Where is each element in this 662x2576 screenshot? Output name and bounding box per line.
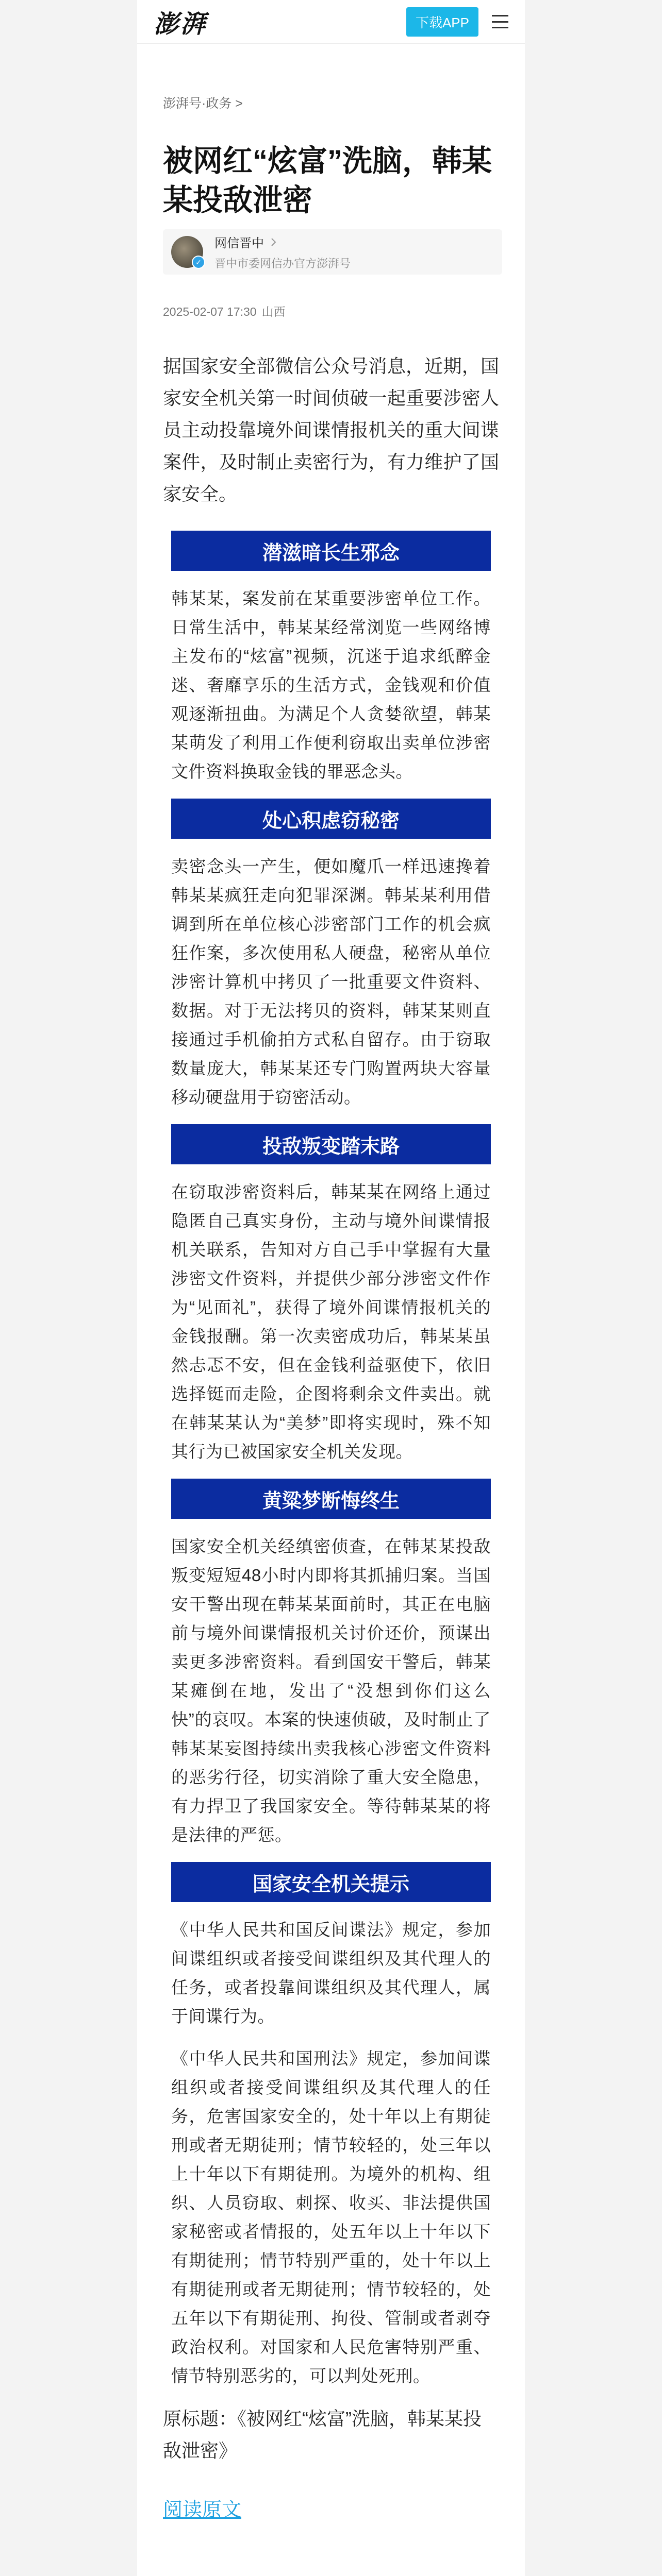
- logo[interactable]: 澎湃: [154, 9, 208, 39]
- lead-paragraph: 据国家安全部微信公众号消息，近期，国家安全机关第一时间侦破一起重要涉密人员主动投靠境外间谍情报机关的重大间谍案件，及时制止卖密行为，有力维护了国家安全。: [163, 355, 499, 504]
- author-description: 晋中市委网信办官方澎湃号: [214, 257, 351, 270]
- page: [137, 0, 525, 2576]
- section-paragraph: 卖密念头一产生，便如魔爪一样迅速搀着韩某某疯狂走向犯罪深渊。韩某某利用借调到所在单位核心涉密部门工作的机会疯狂作案，多次使用私人硬盘，秘密从单位涉密计算机中拷贝了一批重要文件资料、数据。对于无法拷贝的资料，韩某某则直接通过手机偷拍方式私自留存。由于窃取数量庞大，韩某某还专门购置两块大容量移动硬盘用于窃密活动。: [171, 857, 491, 1107]
- article-body: [163, 531, 499, 2391]
- breadcrumb[interactable]: [163, 93, 499, 112]
- verified-badge-icon: ✓: [192, 256, 205, 269]
- section-paragraph: 《中华人民共和国反间谍法》规定，参加间谍组织或者接受间谍组织及其代理人的任务，或者投靠间谍组织及其代理人，属于间谍行为。: [171, 1920, 491, 2026]
- breadcrumb-label[interactable]: 澎湃号·政务 >: [163, 96, 243, 111]
- article-container: [137, 93, 525, 2576]
- section-paragraph: 《中华人民共和国刑法》规定，参加间谍组织或者接受间谍组织及其代理人的任务，危害国家安全的，处十年以上有期徒刑或者无期徒刑；情节较轻的，处三年以上十年以下有期徒刑。为境外的机构、组织、人员窃取、刺探、收买、非法提供国家秘密或者情报的，处五年以上十年以下有期徒刑；情节特别严重的，处十年以上有期徒刑或者无期徒刑；情节较轻的，处五年以下有期徒刑、拘役、管制或者剥夺政治权利。对国家和人民危害特别严重、情节特别恶劣的，可以判处死刑。: [171, 2049, 491, 2385]
- original-title: 原标题：《被网红“炫富”洗脑，韩某某投敌泄密》: [163, 2408, 482, 2461]
- author-name[interactable]: 网信晋中: [214, 236, 264, 250]
- author-name-row[interactable]: [214, 233, 351, 251]
- top-right: [406, 7, 508, 37]
- section-heading: 处心积虑窃秘密: [171, 799, 491, 839]
- section-paragraph: 国家安全机关经缜密侦查，在韩某某投敌叛变短短48小时内即将其抓捕归案。当国安干警出现在韩某某面前时，其正在电脑前与境外间谍情报机关讨价还价，预谋出卖更多涉密资料。看到国安干警后，韩某某瘫倒在地，发出了“没想到你们这么快”的哀叹。本案的快速侦破，及时制止了韩某某妄图持续出卖我核心涉密文件资料的恶劣行径，切实消除了重大安全隐患，有力捍卫了我国家安全。等待韩某某的将是法律的严惩。: [171, 1537, 491, 1844]
- read-original-link[interactable]: 阅读原文: [163, 2499, 242, 2521]
- article-meta: [163, 302, 499, 319]
- publish-date: 2025-02-07 17:30: [163, 305, 257, 318]
- section-heading: 投敌叛变踏末路: [171, 1124, 491, 1164]
- chevron-right-icon: [270, 237, 277, 247]
- download-app-button[interactable]: 下载APP: [406, 7, 478, 37]
- section-heading: 国家安全机关提示: [171, 1862, 491, 1902]
- top-bar: [137, 0, 525, 44]
- publish-location: 山西: [261, 305, 286, 318]
- menu-icon[interactable]: [492, 15, 508, 28]
- section-paragraph: 韩某某，案发前在某重要涉密单位工作。日常生活中，韩某某经常浏览一些网络博主发布的“炫富”视频，沉迷于追求纸醉金迷、奢靡享乐的生活方式，金钱观和价值观逐渐扭曲。为满足个人贪婪欲望，韩某某萌发了利用工作便利窃取出卖单位涉密文件资料换取金钱的罪恶念头。: [171, 589, 491, 781]
- section-heading: 黄粱梦断悔终生: [171, 1479, 491, 1519]
- author-info: [214, 233, 351, 271]
- article-title: 被网红“炫富”洗脑，韩某某投敌泄密: [163, 144, 492, 217]
- section-heading: 潜滋暗长生邪念: [171, 531, 491, 571]
- section-paragraph: 在窃取涉密资料后，韩某某在网络上通过隐匿自己真实身份，主动与境外间谍情报机关联系，告知对方自己手中掌握有大量涉密文件资料，并提供少部分涉密文件作为“见面礼”，获得了境外间谍情报机关的金钱报酬。第一次卖密成功后，韩某某虽然忐忑不安，但在金钱利益驱使下，依旧选择铤而走险，企图将剩余文件卖出。就在韩某某认为“美梦”即将实现时，殊不知其行为已被国家安全机关发现。: [171, 1182, 491, 1461]
- author-card[interactable]: [163, 229, 502, 275]
- avatar[interactable]: [171, 236, 203, 268]
